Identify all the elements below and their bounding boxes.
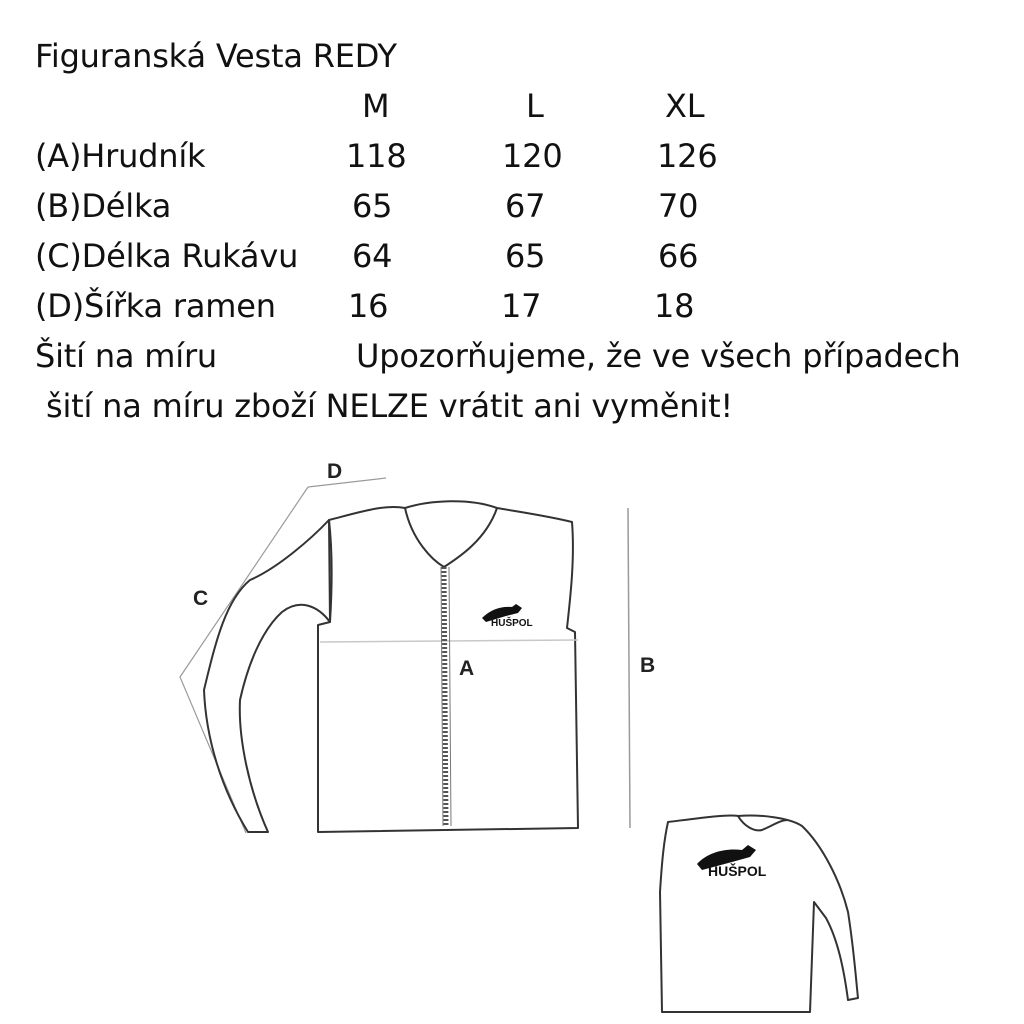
row-value: 120 <box>502 137 563 175</box>
row-value: 64 <box>352 237 393 275</box>
size-header-m: M <box>362 87 390 125</box>
page-title: Figuranská Vesta REDY <box>35 37 397 75</box>
row-value: 18 <box>654 287 695 325</box>
row-value: 17 <box>501 287 542 325</box>
measure-line-c <box>180 487 308 833</box>
label-c: C <box>193 587 209 610</box>
back-logo-icon <box>697 845 767 879</box>
back-jacket <box>660 815 858 1012</box>
row-label-shoulder-width: (D)Šířka ramen <box>35 287 276 325</box>
row-label-chest: (A)Hrudník <box>35 137 206 175</box>
back-brand-text: HUŠPOL <box>708 863 767 879</box>
size-header-l: L <box>526 87 544 125</box>
custom-tailoring-label: Šití na míru <box>35 337 217 375</box>
front-jacket <box>204 501 578 832</box>
measure-line-b <box>628 508 630 828</box>
chest-seam <box>320 640 578 642</box>
row-label-length: (B)Délka <box>35 187 172 225</box>
row-value: 126 <box>657 137 718 175</box>
row-value: 118 <box>346 137 407 175</box>
label-d: D <box>327 460 343 483</box>
size-header-xl: XL <box>665 87 705 125</box>
row-value: 65 <box>505 237 546 275</box>
row-value: 67 <box>505 187 546 225</box>
row-label-sleeve-length: (C)Délka Rukávu <box>35 237 299 275</box>
zipper <box>444 567 446 826</box>
notice-line-1: Upozorňujeme, že ve všech případech <box>356 337 961 375</box>
label-b: B <box>640 654 656 677</box>
row-value: 65 <box>352 187 393 225</box>
front-logo-icon <box>482 604 533 629</box>
row-value: 16 <box>348 287 389 325</box>
measure-line-d <box>308 478 386 487</box>
notice-line-2: šití na míru zboží NELZE vrátit ani vyměnit! <box>46 387 734 425</box>
row-value: 66 <box>658 237 699 275</box>
front-brand-text: HUŠPOL <box>491 618 533 629</box>
label-a: A <box>459 657 475 680</box>
row-value: 70 <box>658 187 699 225</box>
